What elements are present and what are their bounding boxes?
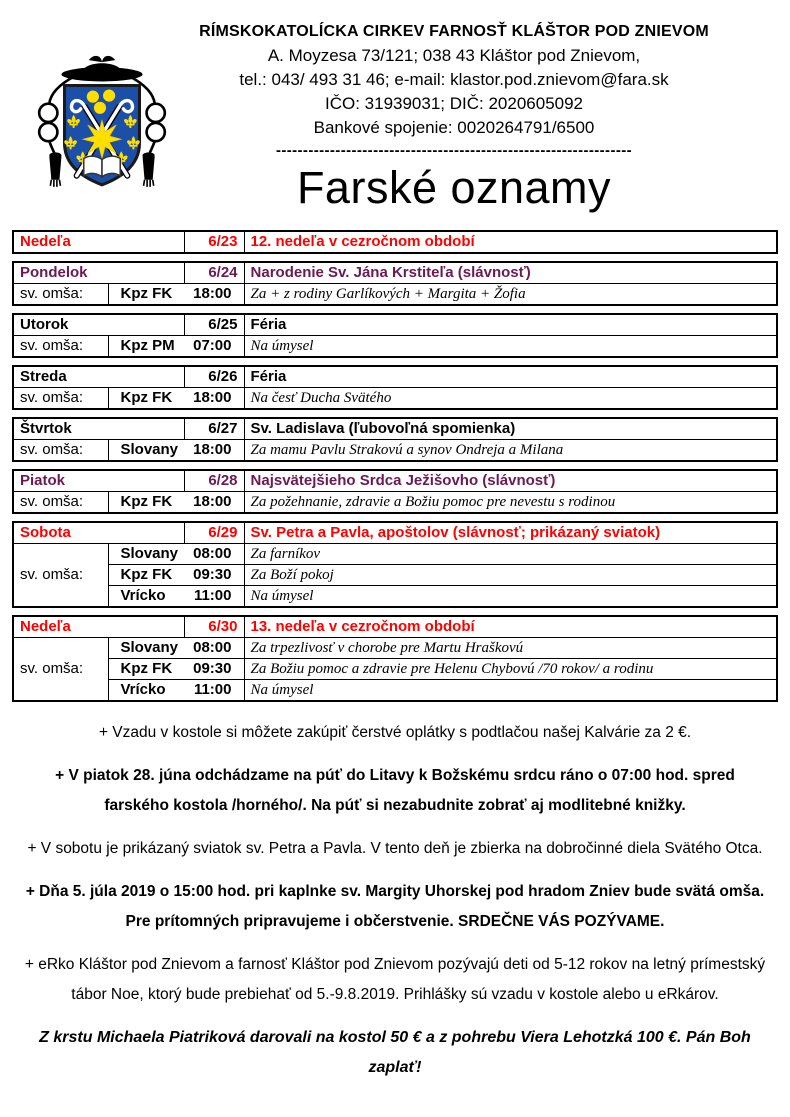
feast-title: Sv. Petra a Pavla, apoštolov (slávnosť; prikázaný sviatok) — [250, 524, 661, 541]
day-header-row — [13, 418, 777, 440]
mass-intention: Na úmysel — [244, 336, 777, 358]
day-name: Streda — [20, 368, 67, 385]
mass-row — [13, 638, 777, 659]
mass-intention: Na úmysel — [244, 586, 777, 608]
day-date: 6/25 — [184, 314, 244, 336]
day-block — [12, 365, 778, 410]
mass-time: 07:00 — [193, 337, 232, 354]
mass-intention: Za + z rodiny Garlíkových + Margita + Žofia — [244, 284, 777, 306]
day-date: 6/24 — [184, 262, 244, 284]
mass-place-time — [108, 440, 244, 462]
divider-dashes: ------------------------------------------------------------------ — [275, 142, 633, 159]
mass-time: 09:30 — [193, 660, 232, 677]
page-title: Farské oznamy — [296, 162, 612, 213]
mass-row — [13, 440, 777, 462]
day-name: Nedeľa — [20, 233, 71, 250]
day-name: Pondelok — [20, 264, 88, 281]
org-contact: tel.: 043/ 493 31 46; e-mail: klastor.pod.znievom@fara.sk — [239, 70, 669, 89]
mass-intention: Na česť Ducha Svätého — [244, 388, 777, 410]
feast-title: Narodenie Sv. Jána Krstiteľa (slávnosť) — [250, 264, 531, 281]
mass-intention: Za trpezlivosť v chorobe pre Martu Hraškovú — [244, 638, 777, 659]
day-name: Sobota — [20, 524, 71, 541]
feast-title: Féria — [250, 368, 287, 385]
announcements — [0, 718, 790, 1083]
day-block — [12, 230, 778, 254]
mass-place: Kpz FK — [120, 660, 173, 677]
mass-place: Slovany — [120, 441, 179, 458]
mass-row — [13, 565, 777, 586]
day-name: Nedeľa — [20, 618, 71, 635]
day-block — [12, 521, 778, 608]
mass-intention: Za farníkov — [244, 544, 777, 565]
feast-title: Sv. Ladislava (ľubovoľná spomienka) — [250, 420, 516, 437]
mass-row — [13, 680, 777, 702]
mass-label: sv. omša: — [13, 284, 108, 306]
mass-label: sv. omša: — [13, 544, 108, 608]
mass-place-time — [108, 336, 244, 358]
day-header-row — [13, 522, 777, 544]
day-block — [12, 469, 778, 514]
mass-row — [13, 586, 777, 608]
mass-place: Slovany — [120, 545, 179, 562]
announcement-1: + Vzadu v kostole si môžete zakúpiť čerstvé oplátky s podtlačou našej Kalvárie za 2 €. — [98, 724, 692, 741]
org-bank: Bankové spojenie: 0020264791/6500 — [313, 118, 595, 137]
mass-time: 18:00 — [193, 493, 232, 510]
mass-time: 11:00 — [193, 587, 232, 604]
mass-place-time — [108, 284, 244, 306]
org-name: RÍMSKOKATOLÍCKA CIRKEV FARNOSŤ KLÁŠTOR POD ZNIEVOM — [199, 23, 709, 40]
day-header-row — [13, 470, 777, 492]
mass-label: sv. omša: — [13, 492, 108, 514]
day-name: Štvrtok — [20, 420, 72, 437]
mass-label: sv. omša: — [13, 388, 108, 410]
mass-time: 18:00 — [193, 389, 232, 406]
mass-row — [13, 284, 777, 306]
day-header-row — [13, 616, 777, 638]
day-date: 6/29 — [184, 522, 244, 544]
announcement-5: + eRko Kláštor pod Znievom a farnosť Kláštor pod Znievom pozývajú deti od 5-12 rokov na letný prímestský tábor Noe, ktorý bude prebiehať od 5.-9.8.2019. Prihlášky sú vzadu v kostole alebo u eRkárov. — [24, 956, 766, 1003]
mass-place-time — [108, 638, 244, 659]
mass-label: sv. omša: — [13, 638, 108, 702]
mass-label: sv. omša: — [13, 440, 108, 462]
header-text-block — [170, 10, 738, 214]
header — [0, 0, 790, 214]
day-block — [12, 417, 778, 462]
mass-row — [13, 544, 777, 565]
mass-time: 08:00 — [193, 545, 232, 562]
mass-place: Slovany — [120, 639, 179, 656]
feast-title: 12. nedeľa v cezročnom období — [250, 233, 475, 250]
announcement-4: + Dňa 5. júla 2019 o 15:00 hod. pri kaplnke sv. Margity Uhorskej pod hradom Zniev bude svätá omša. Pre prítomných pripravujeme i občerstvenie. SRDEČNE VÁS POZÝVAME. — [25, 883, 765, 930]
mass-intention: Na úmysel — [244, 680, 777, 702]
feast-title: Najsvätejšieho Srdca Ježišovho (slávnosť) — [250, 472, 556, 489]
day-header-row — [13, 262, 777, 284]
mass-intention: Za Božiu pomoc a zdravie pre Helenu Chybovú /70 rokov/ a rodinu — [244, 659, 777, 680]
day-date: 6/30 — [184, 616, 244, 638]
mass-row — [13, 336, 777, 358]
day-date: 6/23 — [184, 231, 244, 253]
feast-title: 13. nedeľa v cezročnom období — [250, 618, 475, 635]
day-date: 6/26 — [184, 366, 244, 388]
day-name: Piatok — [20, 472, 66, 489]
mass-place-time — [108, 388, 244, 410]
org-address: A. Moyzesa 73/121; 038 43 Kláštor pod Znievom, — [267, 46, 641, 65]
coat-of-arms-logo — [0, 50, 170, 214]
day-name: Utorok — [20, 316, 69, 333]
mass-time: 18:00 — [193, 441, 232, 458]
mass-time: 08:00 — [193, 639, 232, 656]
announcement-3: + V sobotu je prikázaný sviatok sv. Petra a Pavla. V tento deň je zbierka na dobročinné diela Svätého Otca. — [27, 840, 763, 857]
mass-place-time — [108, 586, 244, 608]
day-header-row — [13, 366, 777, 388]
mass-time: 18:00 — [193, 285, 232, 302]
mass-place-time — [108, 565, 244, 586]
mass-row — [13, 492, 777, 514]
day-header-row — [13, 314, 777, 336]
mass-time: 11:00 — [193, 681, 232, 698]
mass-place-time — [108, 680, 244, 702]
mass-place: Vrícko — [120, 587, 166, 604]
mass-place: Kpz PM — [120, 337, 175, 354]
mass-place: Kpz FK — [120, 389, 173, 406]
mass-place: Kpz FK — [120, 285, 173, 302]
day-block — [12, 313, 778, 358]
feast-title: Féria — [250, 316, 287, 333]
day-block — [12, 261, 778, 306]
mass-time: 09:30 — [193, 566, 232, 583]
mass-place-time — [108, 544, 244, 565]
mass-row — [13, 659, 777, 680]
mass-place: Kpz FK — [120, 493, 173, 510]
mass-intention: Za mamu Pavlu Strakovú a synov Ondreja a Milana — [244, 440, 777, 462]
day-date: 6/27 — [184, 418, 244, 440]
mass-label: sv. omša: — [13, 336, 108, 358]
mass-place-time — [108, 492, 244, 514]
announcement-2: + V piatok 28. júna odchádzame na púť do Litavy k Božskému srdcu ráno o 07:00 hod. spred farského kostola /horného/. Na púť si nezabudnite zobrať aj modlitebné knižky. — [55, 767, 735, 814]
mass-place-time — [108, 659, 244, 680]
mass-intention: Za požehnanie, zdravie a Božiu pomoc pre nevestu s rodinou — [244, 492, 777, 514]
day-date: 6/28 — [184, 470, 244, 492]
org-registration: IČO: 31939031; DIČ: 2020605092 — [324, 94, 584, 113]
schedule — [12, 230, 778, 702]
day-header-row — [13, 231, 777, 253]
day-block — [12, 615, 778, 702]
coat-of-arms-icon — [26, 50, 178, 198]
announcement-6: Z krstu Michaela Piatriková darovali na kostol 50 € a z pohrebu Viera Lehotzká 100 €. Pán Boh zaplať! — [39, 1029, 751, 1076]
mass-place: Vrícko — [120, 681, 166, 698]
mass-intention: Za Boží pokoj — [244, 565, 777, 586]
mass-row — [13, 388, 777, 410]
mass-place: Kpz FK — [120, 566, 173, 583]
